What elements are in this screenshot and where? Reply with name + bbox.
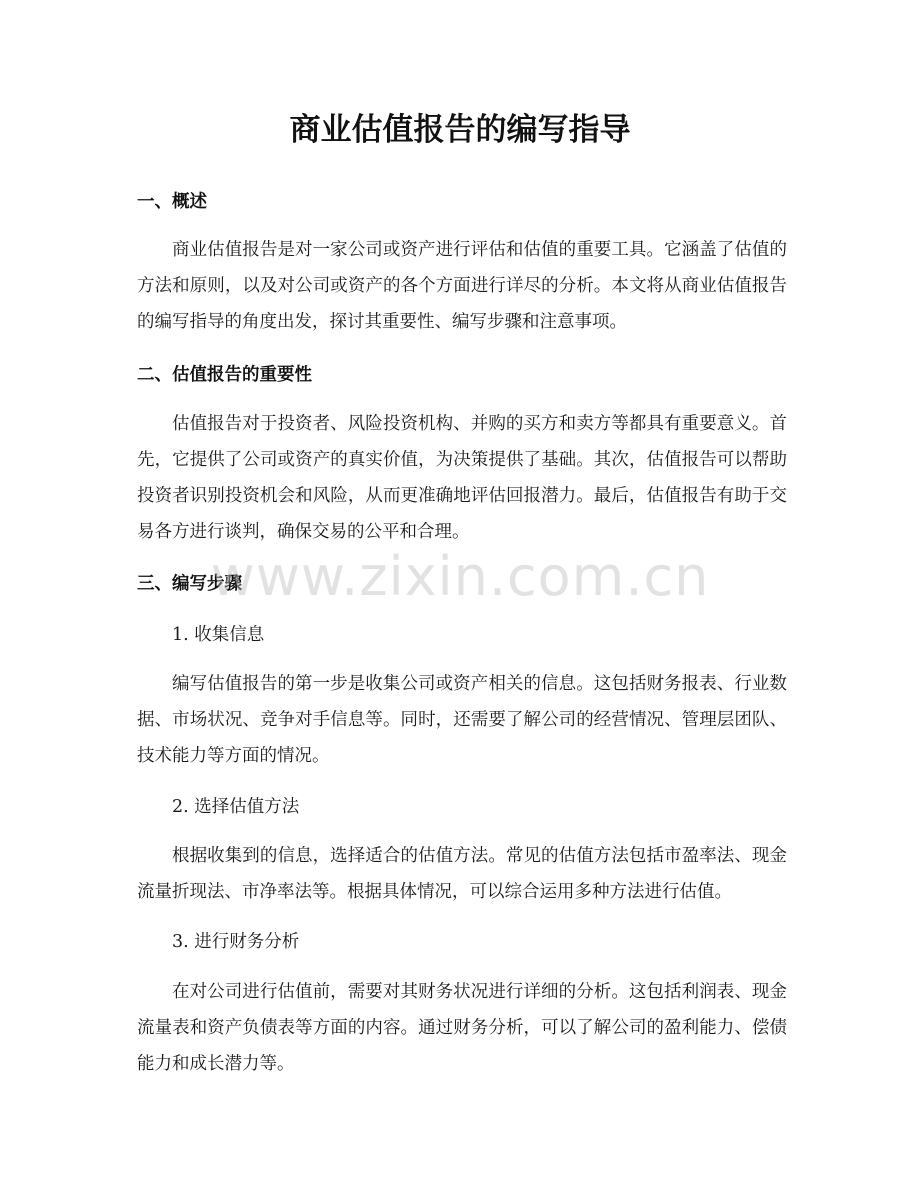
- section-heading-steps: 三、编写步骤: [137, 574, 242, 594]
- step-label-collect-info: 1. 收集信息: [172, 625, 265, 645]
- section-heading-importance: 二、估值报告的重要性: [137, 365, 312, 385]
- section-paragraph-importance: 估值报告对于投资者、风险投资机构、并购的买方和卖方等都具有重要意义。首先，它提供了公司或资产的真实价值，为决策提供了基础。其次，估值报告可以帮助投资者识别投资机会和风险，从而更准确地评估回报潜力。最后，估值报告有助于交易各方进行谈判，确保交易的公平和合理。: [137, 414, 787, 542]
- page-title: 商业估值报告的编写指导: [289, 112, 631, 148]
- section-paragraph-overview: 商业估值报告是对一家公司或资产进行评估和估值的重要工具。它涵盖了估值的方法和原则，以及对公司或资产的各个方面进行详尽的分析。本文将从商业估值报告的编写指导的角度出发，探讨其重要性、编写步骤和注意事项。: [137, 240, 787, 332]
- step-paragraph-choose-method: 根据收集到的信息，选择适合的估值方法。常见的估值方法包括市盈率法、现金流量折现法、市净率法等。根据具体情况，可以综合运用多种方法进行估值。: [137, 846, 787, 902]
- step-label-choose-method: 2. 选择估值方法: [172, 797, 300, 817]
- step-paragraph-financial-analysis: 在对公司进行估值前，需要对其财务状况进行详细的分析。这包括利润表、现金流量表和资产负债表等方面的内容。通过财务分析，可以了解公司的盈利能力、偿债能力和成长潜力等。: [137, 982, 787, 1074]
- section-heading-overview: 一、概述: [137, 192, 207, 212]
- watermark: www.zixin.com.cn: [210, 545, 710, 608]
- step-paragraph-collect-info: 编写估值报告的第一步是收集公司或资产相关的信息。这包括财务报表、行业数据、市场状况、竞争对手信息等。同时，还需要了解公司的经营情况、管理层团队、技术能力等方面的情况。: [137, 674, 787, 766]
- step-label-financial-analysis: 3. 进行财务分析: [172, 932, 300, 952]
